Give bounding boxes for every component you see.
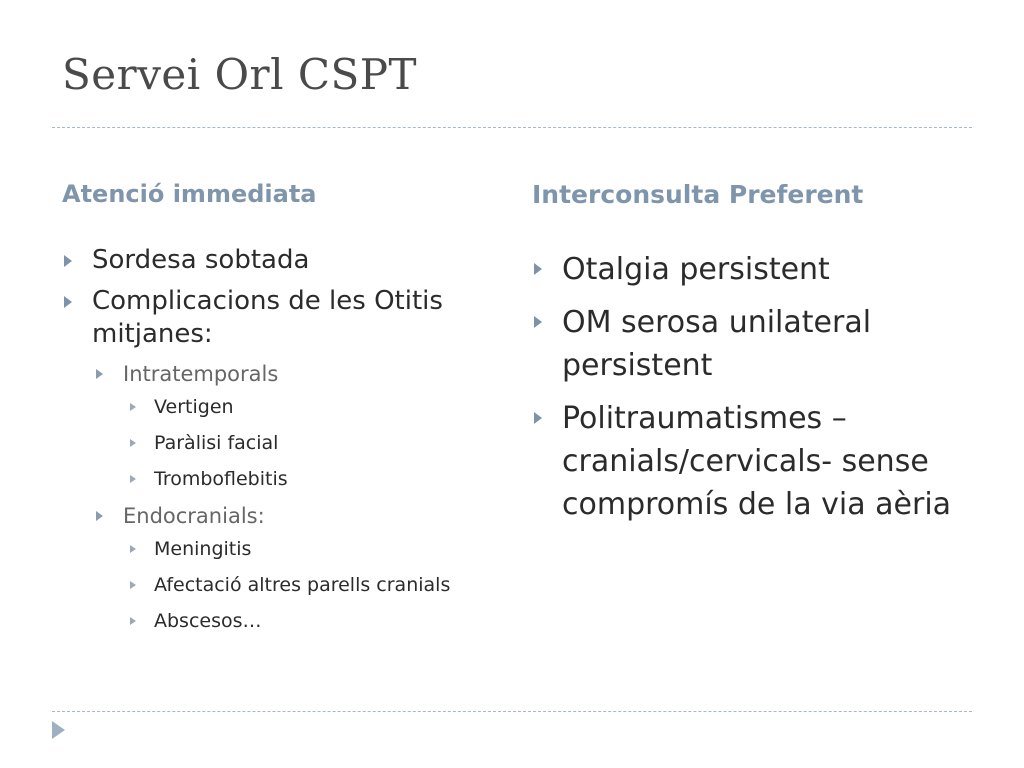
- sub-sub-list-item: [62, 603, 492, 639]
- bullet-arrow-icon: [64, 296, 72, 308]
- sub-sub-list-item: [62, 389, 492, 425]
- left-bullet-list: [62, 244, 492, 639]
- sub-sub-list-item-label: Abscesos…: [154, 610, 262, 632]
- bullet-arrow-icon: [130, 581, 136, 589]
- sub-sub-list-item: [62, 567, 492, 603]
- list-item: [532, 397, 962, 526]
- list-item-label: Complicacions de les Otitis mitjanes:: [92, 286, 443, 349]
- list-item-label: Politraumatismes – cranials/cervicals- sense compromís de la via aèria: [562, 401, 952, 522]
- slide-title: Servei Orl CSPT: [62, 50, 418, 99]
- bullet-arrow-icon: [534, 263, 542, 275]
- sub-sub-list-item-label: Tromboflebitis: [154, 468, 288, 490]
- list-item: [62, 285, 492, 351]
- bullet-arrow-icon: [96, 369, 103, 379]
- sub-list-item-label: Intratemporals: [123, 362, 279, 386]
- bullet-arrow-icon: [534, 412, 542, 424]
- sub-sub-list-item: [62, 531, 492, 567]
- sub-sub-list-item: [62, 461, 492, 497]
- sub-sub-list-item-label: Afectació altres parells cranials: [154, 574, 451, 596]
- sub-sub-list-item-label: Paràlisi facial: [154, 432, 279, 454]
- bullet-arrow-icon: [130, 617, 136, 625]
- bullet-arrow-icon: [130, 403, 136, 411]
- right-bullet-list: [532, 248, 962, 536]
- sub-list-item: [62, 501, 492, 531]
- bottom-divider: [52, 711, 972, 712]
- bullet-arrow-icon: [130, 475, 136, 483]
- left-column-heading: Atenció immediata: [62, 180, 317, 208]
- sub-sub-list-item-label: Vertigen: [154, 396, 234, 418]
- sub-sub-list-item: [62, 425, 492, 461]
- right-column-heading: Interconsulta Preferent: [532, 180, 864, 209]
- sub-list-item-label: Endocranials:: [123, 504, 265, 528]
- list-item-label: Sordesa sobtada: [92, 245, 310, 275]
- list-item: [62, 244, 492, 277]
- sub-list-item: [62, 359, 492, 389]
- bullet-arrow-icon: [130, 439, 136, 447]
- list-item-label: Otalgia persistent: [562, 252, 830, 287]
- bullet-arrow-icon: [130, 545, 136, 553]
- list-item-label: OM serosa unilateral persistent: [562, 305, 872, 383]
- corner-arrow-icon: [52, 721, 65, 739]
- sub-sub-list-item-label: Meningitis: [154, 538, 252, 560]
- list-item: [532, 301, 962, 387]
- top-divider: [52, 127, 972, 128]
- list-item: [532, 248, 962, 291]
- bullet-arrow-icon: [64, 255, 72, 267]
- bullet-arrow-icon: [96, 511, 103, 521]
- bullet-arrow-icon: [534, 316, 542, 328]
